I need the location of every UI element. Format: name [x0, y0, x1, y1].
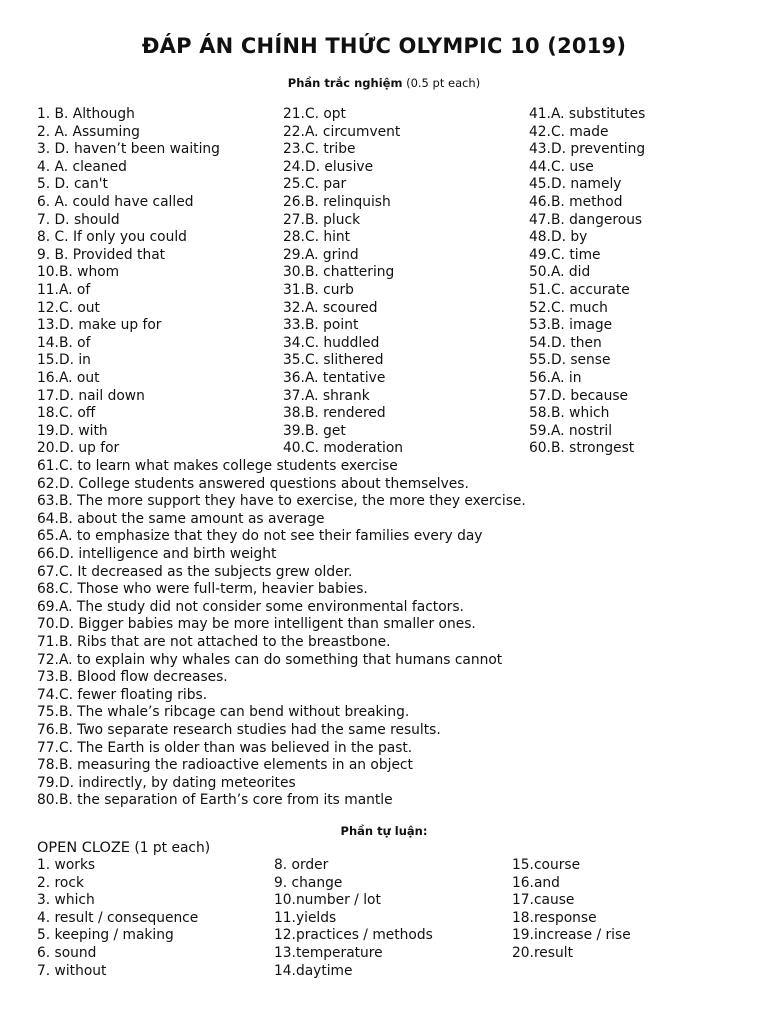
answer-item: 9. B. Provided that	[37, 246, 166, 263]
answer-item: 60.B. strongest	[529, 440, 635, 457]
cloze-item: 2. rock	[37, 874, 84, 891]
answer-item: 20.D. up for	[37, 440, 120, 457]
answer-item: 76.B. Two separate research studies had the same results.	[37, 721, 441, 738]
cloze-item: 18.response	[512, 909, 597, 926]
answer-item: 12.C. out	[37, 299, 100, 316]
answer-item: 62.D. College students answered questions about themselves.	[37, 475, 469, 492]
answer-item: 4. A. cleaned	[37, 158, 127, 175]
cloze-item: 14.daytime	[274, 962, 353, 979]
answer-item: 16.A. out	[37, 369, 100, 386]
answer-item: 43.D. preventing	[529, 141, 646, 158]
answer-item: 36.A. tentative	[283, 369, 386, 386]
answer-item: 5. D. can't	[37, 176, 108, 193]
answer-item: 50.A. did	[529, 264, 591, 281]
answer-item: 67.C. It decreased as the subjects grew older.	[37, 563, 353, 580]
page-title: ĐÁP ÁN CHÍNH THỨC OLYMPIC 10 (2019)	[141, 34, 627, 58]
mc-section-label: Phần trắc nghiệm	[287, 76, 403, 90]
answer-item: 75.B. The whale’s ribcage can bend without breaking.	[37, 704, 410, 721]
answer-item: 41.A. substitutes	[529, 106, 646, 122]
answer-item: 73.B. Blood flow decreases.	[37, 669, 228, 686]
answer-item: 26.B. relinquish	[283, 193, 391, 210]
cloze-item: 7. without	[37, 962, 107, 979]
answer-item: 29.A. grind	[283, 246, 359, 263]
mc-answers-col-2	[283, 106, 403, 458]
answer-item: 37.A. shrank	[283, 387, 370, 404]
answer-item: 35.C. slithered	[283, 352, 384, 369]
answer-item: 64.B. about the same amount as average	[37, 510, 325, 527]
cloze-item: 9. change	[274, 874, 343, 891]
answer-item: 39.B. get	[283, 422, 346, 439]
answer-item: 70.D. Bigger babies may be more intelligent than smaller ones.	[37, 616, 476, 633]
open-cloze-heading	[37, 840, 210, 856]
answer-item: 1. B. Although	[37, 106, 135, 122]
answer-item: 17.D. nail down	[37, 387, 145, 404]
answer-item: 24.D. elusive	[283, 158, 374, 175]
answer-item: 15.D. in	[37, 352, 91, 369]
answer-item: 2. A. Assuming	[37, 123, 140, 140]
answer-item: 78.B. measuring the radioactive elements in an object	[37, 757, 413, 774]
cloze-item: 17.cause	[512, 892, 575, 909]
answer-item: 32.A. scoured	[283, 299, 378, 316]
answer-item: 65.A. to emphasize that they do not see their families every day	[37, 528, 483, 545]
answer-item: 21.C. opt	[283, 106, 346, 122]
open-cloze-col-2	[274, 857, 433, 980]
open-cloze-col-1	[37, 857, 198, 980]
answer-item: 59.A. nostril	[529, 422, 613, 439]
answer-item: 54.D. then	[529, 334, 602, 351]
answer-item: 47.B. dangerous	[529, 211, 643, 228]
answer-item: 77.C. The Earth is older than was believed in the past.	[37, 739, 413, 756]
cloze-item: 5. keeping / making	[37, 927, 174, 944]
answer-item: 51.C. accurate	[529, 281, 630, 298]
answer-item: 23.C. tribe	[283, 141, 356, 158]
answer-item: 48.D. by	[529, 229, 588, 246]
answer-item: 69.A. The study did not consider some environmental factors.	[37, 598, 464, 615]
cloze-item: 20.result	[512, 944, 573, 961]
answer-item: 44.C. use	[529, 158, 594, 175]
cloze-item: 15.course	[512, 857, 581, 873]
answer-item: 74.C. fewer floating ribs.	[37, 686, 208, 703]
answer-item: 34.C. huddled	[283, 334, 380, 351]
cloze-item: 13.temperature	[274, 944, 383, 961]
cloze-item: 11.yields	[274, 909, 337, 926]
open-cloze-label: OPEN CLOZE	[37, 840, 130, 856]
answer-item: 68.C. Those who were full-term, heavier babies.	[37, 581, 368, 598]
cloze-item: 10.number / lot	[274, 892, 381, 909]
mc-section-heading	[0, 76, 768, 90]
answer-item: 63.B. The more support they have to exercise, the more they exercise.	[37, 493, 526, 510]
answer-item: 13.D. make up for	[37, 317, 162, 334]
answer-item: 30.B. chattering	[283, 264, 395, 281]
cloze-item: 16.and	[512, 874, 560, 891]
answer-item: 66.D. intelligence and birth weight	[37, 545, 277, 562]
answer-item: 18.C. off	[37, 405, 96, 422]
answer-item: 80.B. the separation of Earth’s core from its mantle	[37, 792, 393, 809]
answer-item: 57.D. because	[529, 387, 629, 404]
cloze-item: 4. result / consequence	[37, 909, 199, 926]
answer-item: 7. D. should	[37, 211, 120, 228]
open-cloze-col-3	[512, 857, 631, 963]
answer-item: 56.A. in	[529, 369, 582, 386]
answer-item: 19.D. with	[37, 422, 108, 439]
cloze-item: 6. sound	[37, 944, 97, 961]
answer-item: 71.B. Ribs that are not attached to the breastbone.	[37, 633, 391, 650]
mc-answers-col-3	[529, 106, 645, 458]
answer-item: 10.B. whom	[37, 264, 120, 281]
answer-item: 25.C. par	[283, 176, 347, 193]
answer-item: 6. A. could have called	[37, 193, 194, 210]
answer-item: 52.C. much	[529, 299, 608, 316]
cloze-item: 3. which	[37, 892, 95, 909]
answer-item: 3. D. haven’t been waiting	[37, 141, 220, 158]
cloze-item: 1. works	[37, 857, 96, 873]
answer-item: 27.B. pluck	[283, 211, 361, 228]
answer-item: 38.B. rendered	[283, 405, 386, 422]
mc-section-points: (0.5 pt each)	[406, 76, 481, 90]
answer-item: 31.B. curb	[283, 281, 354, 298]
cloze-item: 19.increase / rise	[512, 927, 631, 944]
mc-answers-reading	[37, 458, 526, 810]
answer-item: 49.C. time	[529, 246, 601, 263]
mc-answers-col-1	[37, 106, 220, 458]
answer-item: 8. C. If only you could	[37, 229, 187, 246]
answer-item: 53.B. image	[529, 317, 613, 334]
answer-item: 46.B. method	[529, 193, 623, 210]
answer-item: 42.C. made	[529, 123, 609, 140]
cloze-item: 12.practices / methods	[274, 927, 433, 944]
answer-item: 58.B. which	[529, 405, 610, 422]
answer-item: 11.A. of	[37, 281, 91, 298]
cloze-item: 8. order	[274, 857, 329, 873]
answer-item: 14.B. of	[37, 334, 91, 351]
answer-item: 55.D. sense	[529, 352, 611, 369]
open-cloze-points: (1 pt each)	[134, 840, 211, 856]
answer-item: 61.C. to learn what makes college students exercise	[37, 458, 398, 474]
answer-item: 22.A. circumvent	[283, 123, 401, 140]
answer-item: 79.D. indirectly, by dating meteorites	[37, 774, 296, 791]
answer-item: 45.D. namely	[529, 176, 622, 193]
answer-item: 72.A. to explain why whales can do something that humans cannot	[37, 651, 503, 668]
answer-item: 33.B. point	[283, 317, 359, 334]
answer-item: 28.C. hint	[283, 229, 351, 246]
essay-section-heading: Phần tự luận:	[340, 824, 428, 838]
answer-item: 40.C. moderation	[283, 440, 404, 457]
